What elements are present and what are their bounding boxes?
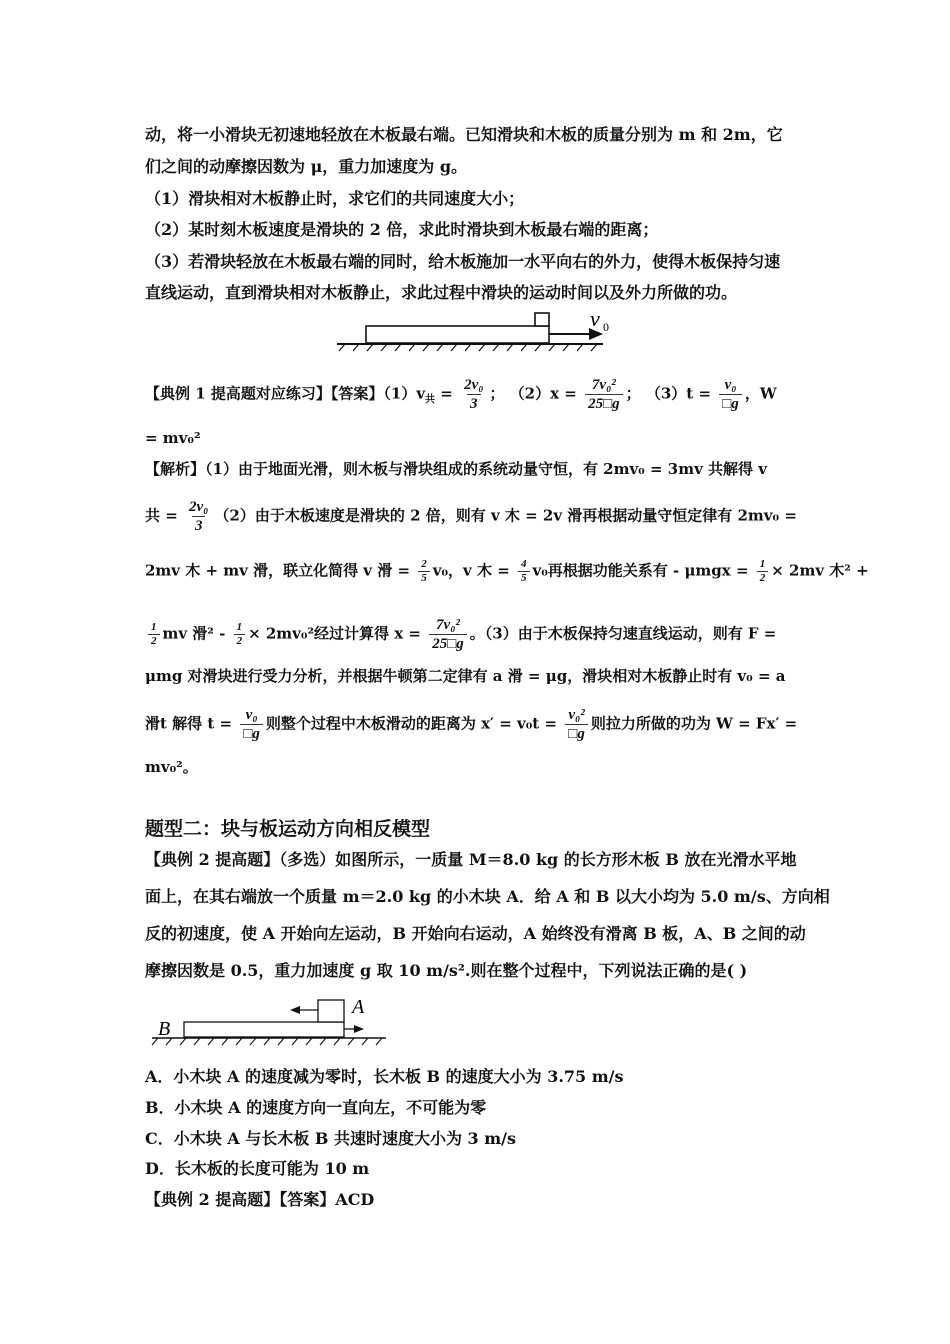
section2-para4: 摩擦因数是 0.5，重力加速度 g 取 10 m/s².则在整个过程中，下列说法正确的是( ) bbox=[145, 961, 748, 980]
block-label-A: A bbox=[352, 996, 365, 1018]
option-c: C．小木块 A 与长木板 B 共速时速度大小为 3 m/s bbox=[145, 1129, 517, 1148]
section2-para2: 面上，在其右端放一个质量 m＝2.0 kg 的小木块 A．给 A 和 B 以大小均为 5.0 m/s、方向相 bbox=[145, 887, 830, 906]
problem1-line1: 动，将一小滑块无初速地轻放在木板最右端。已知滑块和木板的质量分别为 m 和 2m，它 bbox=[145, 125, 783, 144]
question-3-line1: （3）若滑块轻放在木板最右端的同时，给木板施加一水平向右的外力，使得木板保持匀速 bbox=[145, 252, 781, 271]
answer1-sep1: ； （2）x = bbox=[489, 384, 583, 403]
analysis-line7: mv₀²。 bbox=[145, 758, 198, 776]
analysis-frac-x: $\frac{\text{7v₀²}}{25□g}$ bbox=[429, 616, 467, 653]
question-2: （2）某时刻木板速度是滑块的 2 倍，求此时滑块到木板最右端的距离； bbox=[145, 220, 659, 239]
answer2: 【典例 2 提高题】【答案】ACD bbox=[145, 1190, 375, 1209]
analysis-line5: μmg 对滑块进行受力分析，并根据牛顿第二定律有 a 滑 = μg，滑块相对木板静止时有 v₀ = a bbox=[145, 667, 786, 685]
analysis-frac-xprime: $\frac{\text{v₀²}}{□g}$ bbox=[565, 706, 588, 743]
answer1-sub: 共 bbox=[425, 394, 436, 406]
analysis-line2: 共 = $\frac{\text{2v₀}}{3}$ （2）由于木板速度是滑块的 2 倍，则有 v 木 = 2v 滑再根据动量守恒定律有 2mv₀ = bbox=[145, 499, 797, 534]
answer1-eq: = bbox=[435, 384, 459, 403]
analysis-frac-1-2c: $\frac{1}{2}$ bbox=[234, 621, 246, 648]
analysis-frac-1-2b: $\frac{1}{2}$ bbox=[148, 621, 160, 648]
answer1-prefix: 【典例 1 提高题对应练习】【答案】（1）v bbox=[145, 384, 426, 403]
analysis-line1: 【解析】（1）由于地面光滑，则木板与滑块组成的系统动量守恒，有 2mv₀ = 3mv 共解得 v bbox=[145, 460, 767, 478]
answer1-line2: = mv₀² bbox=[145, 429, 201, 447]
analysis-frac-t: $\frac{\text{v₀}}{□g}$ bbox=[240, 706, 263, 743]
answer1-tail: ，W bbox=[744, 384, 777, 403]
section2-heading: 题型二：块与板运动方向相反模型 bbox=[145, 818, 431, 840]
option-a: A．小木块 A 的速度减为零时，长木板 B 的速度大小为 3.75 m/s bbox=[145, 1067, 624, 1086]
analysis-frac-2-5: $\frac{2}{5}$ bbox=[418, 558, 430, 585]
analysis-frac-1-2a: $\frac{1}{2}$ bbox=[757, 558, 769, 585]
analysis-line6: 滑t 解得 t = $\frac{\text{v₀}}{□g}$ 则整个过程中木板滑动的距离为 x′ = v₀t = $\frac{\text{v₀²}}{□g}$ 则拉力所做的功为 W = Fx′ = bbox=[145, 707, 798, 742]
figure-board-slider bbox=[335, 308, 635, 352]
figure-opposite-motion bbox=[150, 992, 410, 1050]
board-label-B: B bbox=[158, 1018, 171, 1040]
problem1-line2: 们之间的动摩擦因数为 μ，重力加速度为 g。 bbox=[145, 157, 468, 176]
question-1: （1）滑块相对木板静止时，求它们的共同速度大小； bbox=[145, 189, 525, 208]
answer1-frac2: $\frac{\text{7v₀²}}{25□g}$ bbox=[585, 376, 623, 413]
section2-para3: 反的初速度，使 A 开始向左运动，B 开始向右运动，A 始终没有滑离 B 板，A、B 之间的动 bbox=[145, 924, 806, 943]
answer1-line bbox=[145, 376, 777, 413]
analysis-frac-2v0-3: $\frac{\text{2v₀}}{3}$ bbox=[189, 499, 209, 534]
option-b: B．小木块 A 的速度方向一直向左，不可能为零 bbox=[145, 1098, 487, 1117]
analysis-line4: $\frac{1}{2}$ mv 滑² - $\frac{1}{2}$ × 2mv₀²经过计算得 x = $\frac{\text{7v₀²}}{25□g}$ 。（3）由于木板保持匀速直线运动，则有 F = bbox=[145, 616, 776, 653]
velocity-label: v bbox=[590, 306, 600, 331]
analysis-frac-4-5: $\frac{4}{5}$ bbox=[518, 558, 530, 585]
answer1-frac1: $\frac{\text{2v₀}}{3}$ bbox=[464, 377, 484, 412]
analysis-line3: 2mv 木 + mv 滑，联立化简得 v 滑 = $\frac{2}{5}$ v₀，v 木 = $\frac{4}{5}$ v₀再根据功能关系有 - μmgx = $\frac{1}{2}$ × 2mv 木² + bbox=[145, 558, 869, 584]
answer1-frac3: $\frac{\text{v₀}}{□g}$ bbox=[719, 376, 742, 413]
option-d: D．长木板的长度可能为 10 m bbox=[145, 1159, 370, 1178]
answer1-sep2: ； （3）t = bbox=[625, 384, 717, 403]
question-3-line2: 直线运动，直到滑块相对木板静止，求此过程中滑块的运动时间以及外力所做的功。 bbox=[145, 283, 738, 302]
section2-para1: 【典例 2 提高题】（多选）如图所示，一质量 M＝8.0 kg 的长方形木板 B 放在光滑水平地 bbox=[145, 850, 797, 869]
velocity-label-sub: 0 bbox=[603, 320, 609, 334]
